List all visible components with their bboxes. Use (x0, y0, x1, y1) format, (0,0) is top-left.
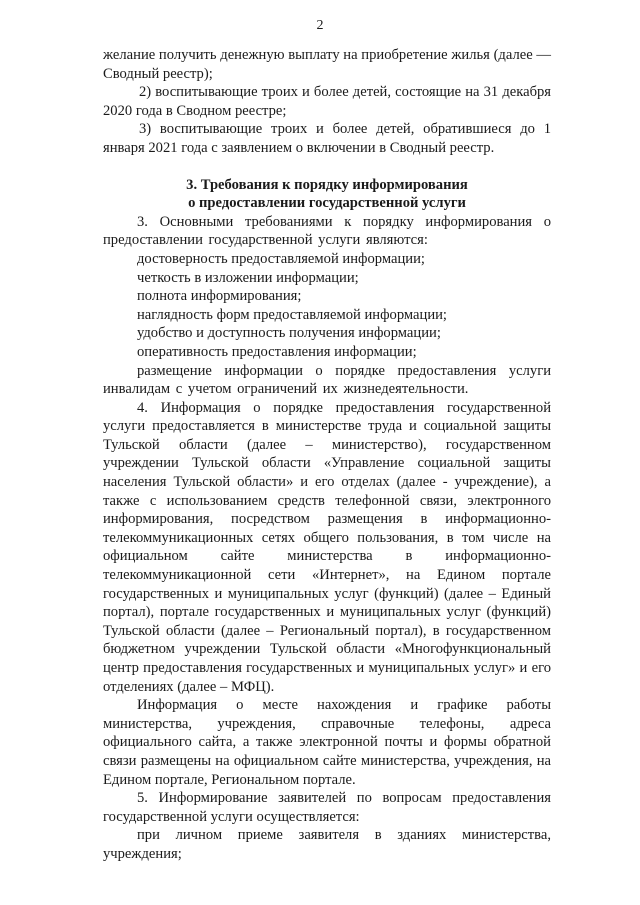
section-heading-line-2: о предоставлении государственной услуги (188, 195, 466, 212)
paragraph-information: Информация о месте нахождения и графике работы министерства, учреждения, справочные телефоны, адреса официального сайта, а также электронной почты и формы обратной связи размещены на официальном сайте министерства, учреждения, на Едином портале, Региональном портале. (103, 697, 551, 788)
continuation-paragraph: желание получить денежную выплату на приобретение жилья (далее — Сводный реестр); (103, 47, 551, 82)
requirement-item: наглядность форм предоставляемой информации; (137, 306, 447, 323)
list-item-2: 2) воспитывающие троих и более детей, состоящие на 31 декабря 2020 года в Сводном реестре; (103, 84, 551, 119)
requirement-item: оперативность предоставления информации; (137, 343, 417, 360)
paragraph-3-intro: 3. Основными требованиями к порядку информирования о предоставлении государственной услуги являются: (103, 213, 551, 249)
requirement-item: полнота информирования; (137, 288, 302, 305)
document-body (103, 46, 551, 864)
section-heading (103, 176, 551, 213)
requirement-item: достоверность предоставляемой информации; (137, 250, 425, 267)
paragraph-4: 4. Информация о порядке предоставления государственной услуги предоставляется в министерстве труда и социальной защиты Тульской области (далее – министерство), государственном учреждении Тульской области «Управление социальной защиты населения Тульской области» и его отделах (далее - учреждение), а также с использованием средств телефонной связи, электронного информирования, посредством размещения в информационно-телекоммуникационных сетях общего пользования, в том числе на официальном сайте министерства в информационно-телекоммуникационной сети «Интернет», на Едином портале государственных и муниципальных услуг (функций) (далее – Единый портал), портале государственных и муниципальных услуг (функций) Тульской области (далее – Региональный портал), в государственном бюджетном учреждении Тульской области «Многофункциональный центр предоставления государственных и муниципальных услуг» и его отделениях (далее – МФЦ). (103, 399, 551, 695)
section-heading-line-1: 3. Требования к порядку информирования (186, 176, 468, 193)
page-number: 2 (316, 18, 324, 33)
requirement-item: четкость в изложении информации; (137, 269, 359, 286)
paragraph-5: 5. Информирование заявителей по вопросам предоставления государственной услуги осуществляется: (103, 790, 551, 825)
paragraph-5-item: при личном приеме заявителя в зданиях министерства, учреждения; (103, 827, 551, 862)
requirement-item-last: размещение информации о порядке предоставления услуги инвалидам с учетом ограничений их жизнедеятельности. (103, 362, 551, 398)
requirement-item: удобство и доступность получения информации; (137, 325, 441, 342)
list-item-3: 3) воспитывающие троих и более детей, обратившиеся до 1 января 2021 года с заявлением о включении в Сводный реестр. (103, 121, 551, 156)
